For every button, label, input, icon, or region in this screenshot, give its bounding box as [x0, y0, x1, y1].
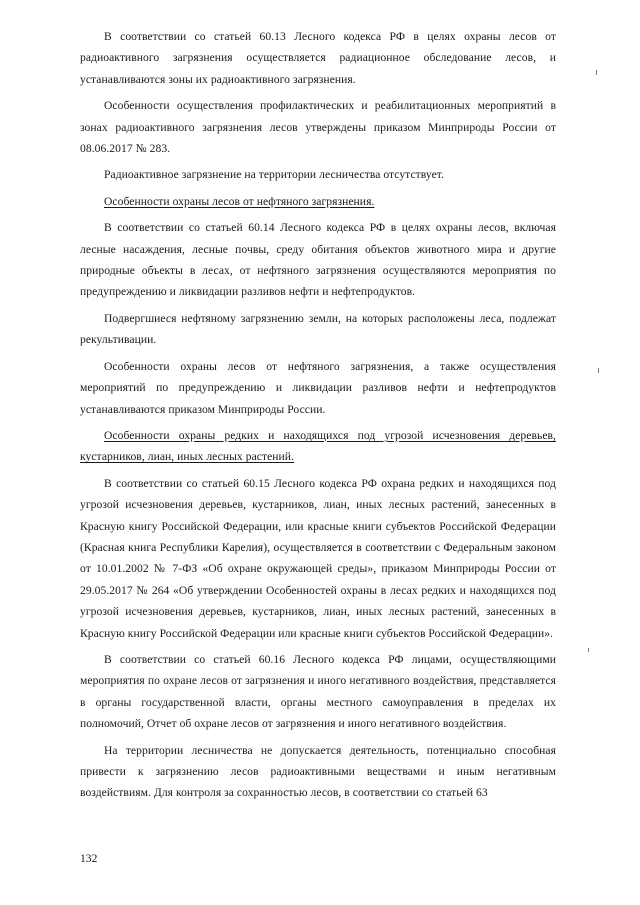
paragraph: На территории лесничества не допускается деятельность, потенциально способная привести к загрязнению лесов радиоактивными веществами и иным негативным воздействиям. Для контроля за сохранностью лесов, в соответствии со статьей 63 — [80, 743, 556, 800]
section-heading: Особенности охраны лесов от нефтяного загрязнения. — [104, 194, 375, 208]
scan-speck — [598, 368, 599, 373]
section-heading: Особенности охраны редких и находящихся под угрозой исчезновения деревьев, кустарников, лиан, иных лесных растений. — [80, 428, 556, 464]
paragraph: В соответствии со статьей 60.13 Лесного кодекса РФ в целях охраны лесов от радиоактивного загрязнения осуществляется радиационное обследование лесов, и устанавливаются зоны их радиоактивного загрязнения. — [80, 30, 556, 86]
scan-speck — [588, 648, 589, 652]
scan-speck — [596, 70, 597, 75]
paragraph: В соответствии со статьей 60.15 Лесного кодекса РФ охрана редких и находящихся под угрозой исчезновения деревьев, кустарников, лиан, иных лесных растений, занесенных в Красную книгу Российской Федерации, или красные книги субъектов Российской Федерации (Красная книга Республики Карелия), осуществляется в соответствии с Федеральным законом от 10.01.2002 № 7-ФЗ «Об охране окружающей среды», приказом Минприроды России от 29.05.2017 № 264 «Об утверждении Особенностей охраны в лесах редких и находящихся под угрозой исчезновения деревьев, кустарников, лиан, иных лесных растений, занесенных в Красную книгу Российской Федерации или красные книги субъектов Российской Федерации». — [80, 476, 556, 640]
paragraph: Особенности охраны лесов от нефтяного загрязнения, а также осуществления мероприятий по предупреждению и ликвидации разливов нефти и нефтепродуктов устанавливаются приказом Минприроды России. — [80, 359, 556, 416]
page-number: 132 — [80, 852, 98, 865]
paragraph: Подвергшиеся нефтяному загрязнению земли, на которых расположены леса, подлежат рекультивации. — [80, 311, 556, 347]
document-body — [80, 26, 556, 809]
paragraph: Радиоактивное загрязнение на территории лесничества отсутствует. — [104, 168, 444, 182]
paragraph: В соответствии со статьей 60.14 Лесного кодекса РФ в целях охраны лесов, включая лесные насаждения, лесные почвы, среду обитания объектов животного мира и другие природные объекты в лесах, от нефтяного загрязнения осуществляются мероприятия по предупреждению и ликвидации разливов нефти и нефтепродуктов. — [80, 221, 556, 299]
paragraph: Особенности осуществления профилактических и реабилитационных мероприятий в зонах радиоактивного загрязнения лесов утверждены приказом Минприроды России от 08.06.2017 № 283. — [80, 99, 556, 156]
paragraph: В соответствии со статьей 60.16 Лесного кодекса РФ лицами, осуществляющими мероприятия по охране лесов от загрязнения и иного негативного воздействия, представляется в органы государственной власти, органы местного самоуправления в пределах их полномочий, Отчет об охране лесов от загрязнения и иного негативного воздействия. — [80, 652, 556, 731]
